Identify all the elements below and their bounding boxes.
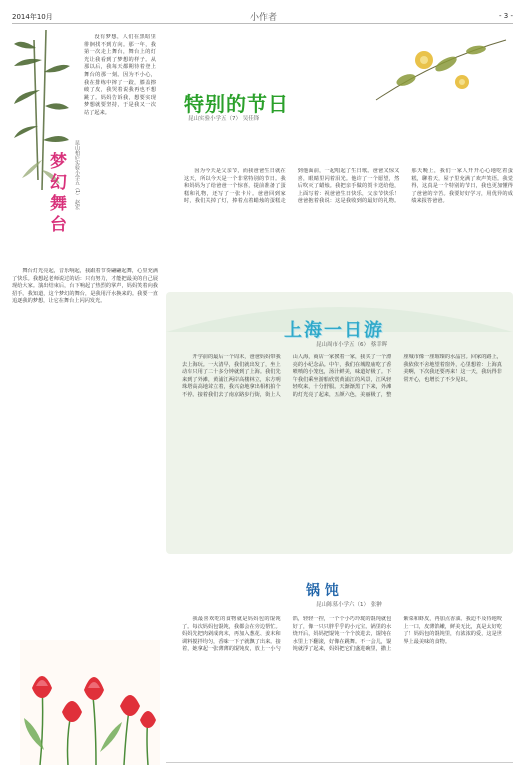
dream-title: 梦幻舞台 — [46, 152, 66, 236]
dream-intro — [84, 34, 156, 264]
bottom-rule — [166, 762, 513, 763]
dream-byline: 昆山柏庐实验小学五（1） 赵宏 — [74, 140, 80, 210]
dream-section — [12, 30, 158, 450]
festival-byline: 昆山实验小学五（7） 吴佳锋 — [188, 116, 260, 122]
dream-story-text: 舞台灯光亮起，音乐响起，我跟着节奏翩翩起舞，心里充满了快乐。我想起老师说过的话：只有努力，才能把最美的自己展现给大家。演出结束后，台下响起了热烈的掌声，妈妈笑着向我招手。我知道，这个梦幻的舞台，是我用汗水换来的。我要一直追逐我的梦想，让它在舞台上闪闪发光。 — [12, 268, 158, 305]
issue-date: 2014年10月 — [12, 13, 53, 21]
festival-section — [166, 30, 513, 290]
dumpling-title: 锅 饨 — [306, 583, 339, 599]
tulip-illustration — [20, 640, 160, 765]
shanghai-text — [182, 354, 502, 548]
dream-intro-text: 没有梦想，人们在黑暗里徘徊找不到方向。那一年，我第一次走上舞台，舞台上的灯光让我看到了梦想的样子。从那以后，我每天都期待着登上舞台的那一刻。因为不小心，我在排练中摔了一跤，膝盖擦破了皮，我哭着说我再也不想跳了。妈妈告诉我，想要实现梦想就要坚持，于是我又一次站了起来。 — [84, 34, 156, 116]
dumpling-text-body: 我最喜欢吃的食物就是妈妈包的馄饨了。每次妈妈包馄饨，我都会在旁边帮忙。妈妈先把肉剁成肉末，再加入葱花、姜末和调料搅拌均匀，香味一下子就飘了出来。接着，她拿起一张薄薄的馄饨皮，放上一小勺馅，轻轻一捏，一个个小巧玲珑的馄饨就包好了，像一只只胖乎乎的小元宝。锅里的水烧开后，妈妈把馄饨一个个放进去，馄饨在水里上下翻滚，好像在跳舞。不一会儿，馄饨就浮了起来，妈妈把它们盛进碗里，撒上紫菜和虾皮，再加点香油。我迫不及待地咬上一口，皮薄馅嫩，鲜美无比，真是太好吃了！妈妈包的馄饨里，有浓浓的爱，这是世界上最美味的食物。 — [182, 616, 502, 653]
header-rule — [12, 23, 513, 24]
publication-title: 小作者 — [250, 13, 278, 23]
shanghai-text-body: 开学前的最后一个周末，爸爸妈妈带我去上海玩。一大清早，我们就出发了，坐上动车只用了二十多分钟就到了上海。我们先来到了外滩，黄浦江两岸高楼林立，东方明珠塔高高地耸立着，我兴奋地拿出相机拍个不停。接着我们去了南京路步行街，街上人山人海，商店一家挨着一家，我买了一个漂亮的小纪念品。中午，我们在城隍庙吃了香喷喷的小笼包，汤汁鲜美，味道好极了。下午我们乘坐游船欣赏黄浦江的风景，江风轻轻吹来，十分舒服。天渐渐黑了下来，外滩的灯光亮了起来，五颜六色，美丽极了，整座城市像一座璀璨的水晶宫。回家的路上，我依依不舍地望着窗外，心里想着：上海真美啊，下次我还要再来！这一天，我玩得非常开心，也增长了不少见识。 — [182, 354, 502, 398]
festival-text-body: 因为今天是父亲节，而我爸爸生日就在这天，所以今天是一个非常特别的节日。我和妈妈为了给爸爸一个惊喜，提前准备了蛋糕和礼物，还写了一张卡片。爸爸回到家时，我们关掉了灯，捧着点着蜡烛的蛋糕走到他面前，一起唱起了生日歌。爸爸又惊又喜，眼睛里闪着泪光。他许了一个愿望，然后吹灭了蜡烛。我把亲手做的贺卡送给他，上面写着：祝爸爸生日快乐，父亲节快乐！爸爸抱着我说：这是我收到的最好的礼物。那天晚上，我们一家人开开心心地吃着蛋糕，聊着天，屋子里充满了欢声笑语。我觉得，这真是一个特别的节日，我也更加懂得了爸爸的辛苦。我要好好学习，用优异的成绩来报答爸爸。 — [184, 168, 513, 205]
page-header — [12, 10, 513, 24]
festival-title: 特别的节日 — [184, 92, 289, 116]
shanghai-title: 上海一日游 — [284, 320, 384, 341]
dumpling-byline: 昆山陈墓小学六（1） 张翀 — [316, 602, 382, 608]
shanghai-byline: 昆山周市小学五（6） 蔡幸晖 — [316, 342, 388, 348]
flower-illustration — [366, 30, 513, 110]
festival-text — [184, 168, 513, 290]
dumpling-text — [182, 616, 502, 756]
dream-story — [12, 268, 158, 450]
shanghai-section — [166, 292, 513, 554]
dumpling-section — [166, 560, 513, 764]
page-number: - 3 - — [499, 12, 513, 20]
